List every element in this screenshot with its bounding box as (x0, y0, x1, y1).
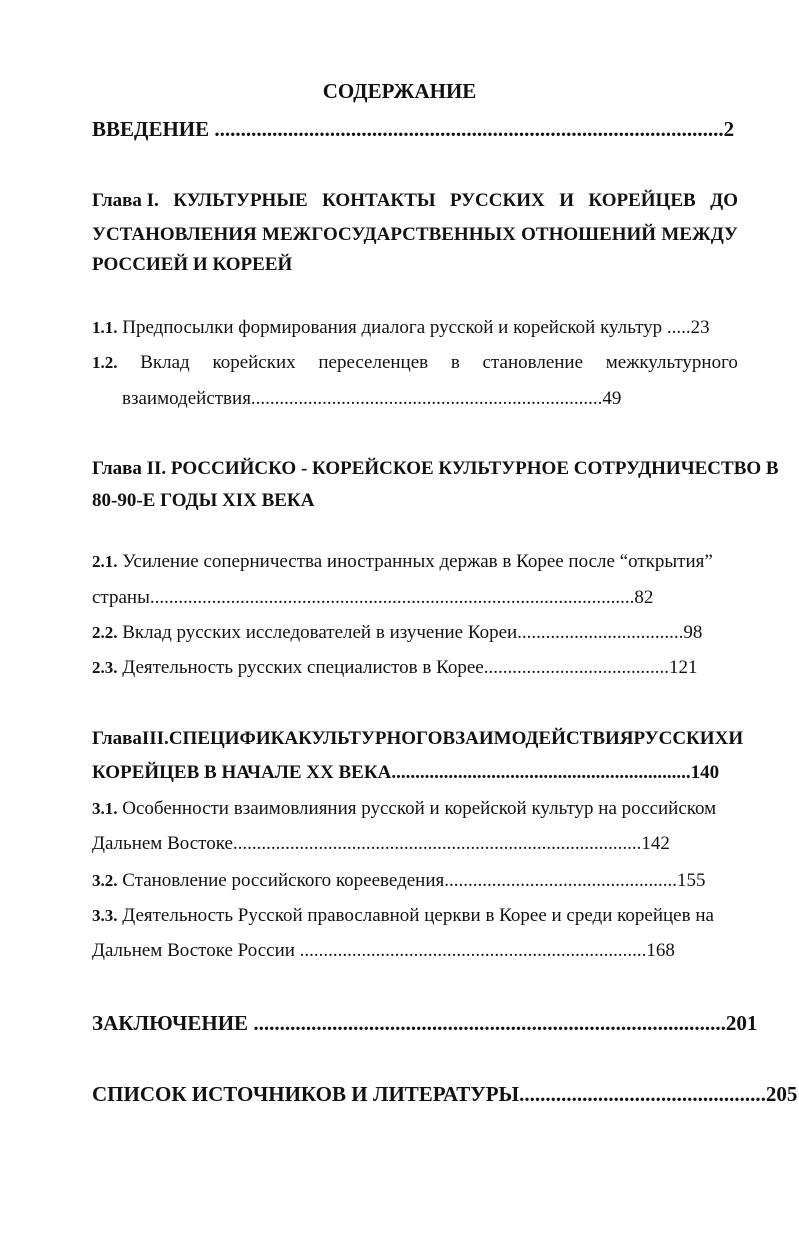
toc-entry-1-2-continuation: взаимодействия..........................................................................49 (122, 388, 622, 409)
section-word: Вклад (140, 352, 190, 373)
section-number: 1.1. (92, 318, 118, 337)
chapter-1-word: МЕЖДУ (661, 224, 738, 245)
section-word: в (450, 352, 460, 373)
chapter-1-prefix: Глава I. (92, 190, 159, 211)
toc-entry-2-1 (92, 551, 713, 573)
chapter-3-word: III. (141, 728, 169, 749)
toc-entry-2-2 (92, 622, 702, 644)
chapter-1-heading-line-2 (92, 224, 738, 246)
chapter-1-word: ОТНОШЕНИЙ (521, 224, 657, 245)
section-title: Деятельность русских специалистов в Корее.......................................121 (122, 657, 698, 678)
chapter-3-heading-line-2: КОРЕЙЦЕВ В НАЧАЛЕ XX ВЕКА...............................................................140 (92, 762, 720, 783)
section-number: 3.2. (92, 871, 118, 890)
toc-entry-3-1 (92, 798, 716, 820)
chapter-3-word: СПЕЦИФИКА (168, 728, 299, 749)
chapter-1-word: ДО (710, 190, 738, 211)
section-word: корейских (212, 352, 296, 373)
toc-entry-introduction: ВВЕДЕНИЕ .................................................................................................2 (92, 117, 735, 141)
chapter-3-word: ВЗАИМОДЕЙСТВИЯ (442, 728, 634, 749)
section-word: становление (482, 352, 584, 373)
section-number: 2.2. (92, 623, 118, 642)
chapter-1-word: РУССКИХ (449, 190, 545, 211)
chapter-3-word: КУЛЬТУРНОГО (298, 728, 443, 749)
chapter-1-word: УСТАНОВЛЕНИЯ (92, 224, 257, 245)
section-title: Усиление соперничества иностранных держав в Корее после “открытия” (122, 551, 713, 572)
chapter-1-word: МЕЖГОСУДАРСТВЕННЫХ (262, 224, 516, 245)
section-title: Предпосылки формирования диалога русской и корейской культур .....23 (122, 317, 710, 338)
toc-entry-1-2 (92, 352, 738, 374)
toc-entry-2-3 (92, 657, 697, 679)
toc-entry-2-1-continuation: страны......................................................................................................82 (92, 587, 654, 608)
toc-entry-sources: СПИСОК ИСТОЧНИКОВ И ЛИТЕРАТУРЫ...............................................205 (92, 1082, 798, 1106)
toc-entry-3-1-continuation: Дальнем Востоке......................................................................................142 (92, 833, 670, 854)
section-title: Особенности взаимовлияния русской и корейской культур на российском (122, 798, 717, 819)
chapter-1-word: КОРЕЙЦЕВ (588, 190, 696, 211)
chapter-2-heading-line-1: Глава II. РОССИЙСКО - КОРЕЙСКОЕ КУЛЬТУРНОЕ СОТРУДНИЧЕСТВО В (92, 458, 779, 479)
chapter-1-word: КУЛЬТУРНЫЕ (173, 190, 308, 211)
section-number: 1.2. (92, 353, 118, 372)
chapter-3-heading-line-1 (92, 728, 744, 750)
chapter-2-heading-line-2: 80-90-Е ГОДЫ XIX ВЕКА (92, 490, 315, 511)
chapter-3-word: И (728, 728, 744, 749)
toc-entry-3-2 (92, 870, 706, 892)
section-number: 3.1. (92, 799, 118, 818)
chapter-3-word: Глава (92, 728, 142, 749)
page-title: СОДЕРЖАНИЕ (322, 79, 477, 103)
section-word: межкультурного (605, 352, 738, 373)
section-number: 2.1. (92, 552, 118, 571)
toc-entry-1-1 (92, 317, 710, 339)
chapter-1-word: И (559, 190, 574, 211)
section-title: Вклад русских исследователей в изучение Кореи...................................98 (122, 622, 703, 643)
section-number: 2.3. (92, 658, 118, 677)
section-word: переселенцев (318, 352, 429, 373)
chapter-1-word: КОНТАКТЫ (322, 190, 436, 211)
chapter-1-heading-line-1 (92, 190, 738, 212)
toc-entry-conclusion: ЗАКЛЮЧЕНИЕ ..........................................................................................201 (92, 1011, 758, 1035)
chapter-3-word: РУССКИХ (633, 728, 729, 749)
section-title: Деятельность Русской православной церкви в Корее и среди корейцев на (122, 905, 714, 926)
toc-entry-3-3-continuation: Дальнем Востоке России .........................................................................168 (92, 940, 675, 961)
chapter-1-heading-line-3: РОССИЕЙ И КОРЕЕЙ (92, 254, 293, 275)
section-title: Становление российского корееведения.................................................155 (122, 870, 706, 891)
toc-entry-3-3 (92, 905, 714, 927)
section-number: 3.3. (92, 906, 118, 925)
